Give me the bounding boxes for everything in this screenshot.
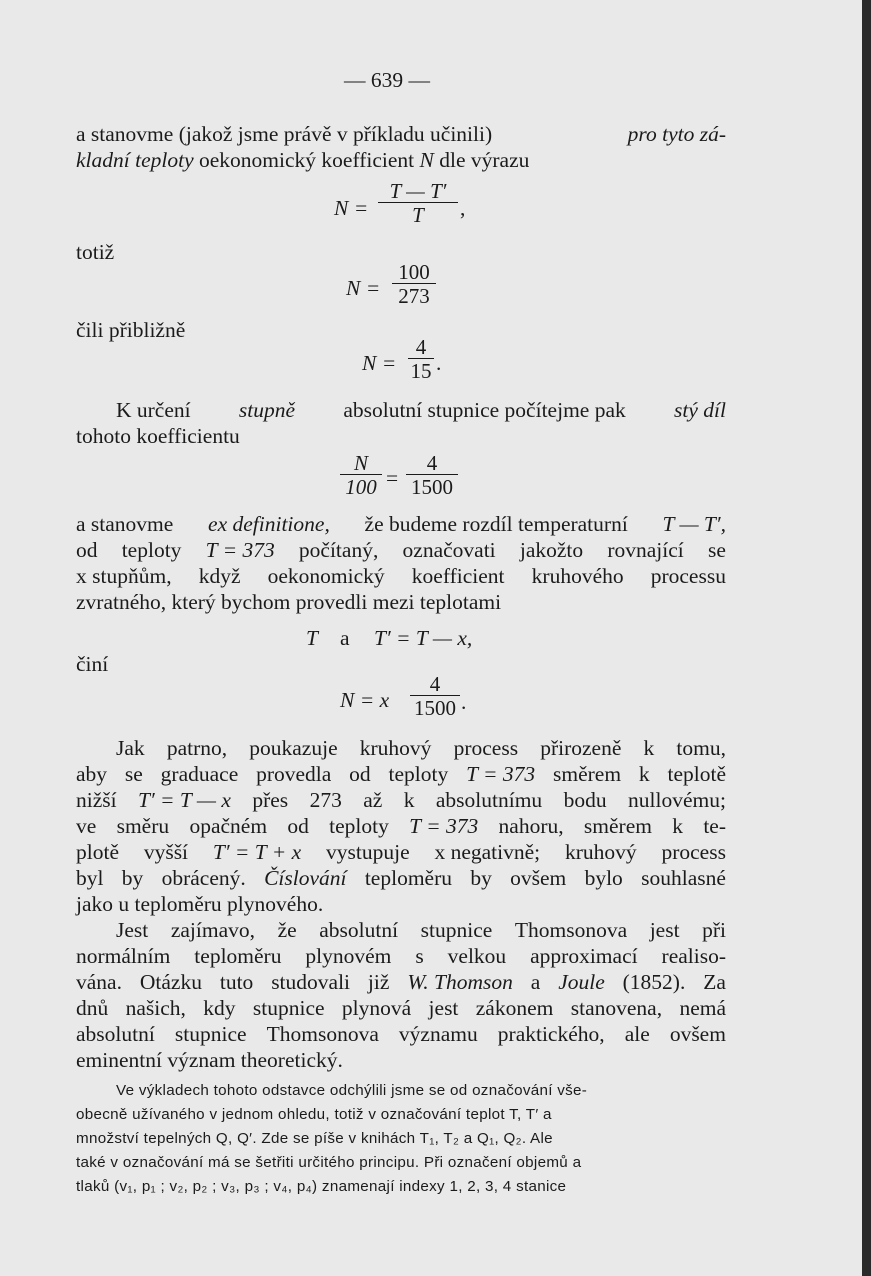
- word: (1852).: [622, 970, 686, 994]
- para1-line1: [76, 122, 726, 147]
- word: bylo: [584, 866, 623, 890]
- word: se: [124, 762, 143, 786]
- eq3-lhs: N =: [362, 351, 397, 375]
- word: oekonomický: [267, 564, 385, 588]
- word: realiso-: [661, 944, 726, 968]
- word: poukazuje: [249, 736, 338, 760]
- word: dnů: [76, 996, 109, 1020]
- text-span: že budeme rozdíl temperaturní: [364, 512, 628, 536]
- word: stupnice: [252, 996, 325, 1020]
- word: obrácený.: [161, 866, 246, 890]
- para2-line1: [116, 398, 726, 423]
- word: kruhový: [564, 840, 637, 864]
- word: až: [363, 788, 383, 812]
- word: tomu,: [676, 736, 726, 760]
- math: T′ = T — x: [138, 788, 231, 812]
- word: přirozeně: [540, 736, 622, 760]
- word: kdy: [203, 996, 236, 1020]
- denominator: 273: [398, 284, 430, 308]
- word: teploty: [121, 538, 182, 562]
- para4-line4: [76, 814, 726, 839]
- footnote-line3: množství tepelných Q, Q′. Zde se píše v knihách T₁, T₂ a Q₁, Q₂. Ale: [76, 1130, 553, 1147]
- eq5-a: a: [340, 626, 350, 650]
- word: že: [277, 918, 297, 942]
- para5-line2: [76, 944, 726, 969]
- word: od: [349, 762, 371, 786]
- text-span: a stanovme (jakož jsme právě v příkladu učinili): [76, 122, 493, 146]
- eq3-tail: .: [436, 351, 442, 375]
- word: teploměru: [364, 866, 452, 890]
- numerator: 4: [406, 452, 458, 475]
- word: ovšem: [669, 1022, 726, 1046]
- page-edge-shadow: [862, 0, 871, 1276]
- word: stupnice: [174, 1022, 247, 1046]
- eq4-fraction-left: [340, 452, 382, 498]
- para3-line3: [76, 564, 726, 589]
- numerator: 4: [408, 336, 434, 359]
- word: Jest: [116, 918, 149, 942]
- word: směrem: [552, 762, 622, 786]
- word: a: [530, 970, 541, 994]
- word: by: [121, 866, 144, 890]
- word: tuto: [219, 970, 254, 994]
- denominator: T: [412, 203, 424, 227]
- word: Thomsonova: [514, 918, 628, 942]
- denominator: 100: [345, 475, 377, 499]
- eq6-tail: .: [461, 690, 467, 714]
- word: vyšší: [143, 840, 189, 864]
- para5-line3: [76, 970, 726, 995]
- eq6-fraction: [410, 673, 460, 719]
- word: přes: [252, 788, 289, 812]
- para5-line5: [76, 1022, 726, 1047]
- word: 273: [309, 788, 342, 812]
- word: approximací: [530, 944, 638, 968]
- word: směru: [116, 814, 170, 838]
- word: plotě: [76, 840, 119, 864]
- word: koefficient: [411, 564, 505, 588]
- word: počítaný,: [298, 538, 379, 562]
- italic-span: stý díl: [674, 398, 726, 422]
- word: provedla: [256, 762, 332, 786]
- eq1-lhs: N =: [334, 196, 369, 220]
- numerator: 4: [410, 673, 460, 696]
- eq4-fraction-right: [406, 452, 458, 498]
- word: teploty: [329, 814, 389, 838]
- word: k: [643, 736, 655, 760]
- word: při: [702, 918, 726, 942]
- word: ovšem: [510, 866, 567, 890]
- para2-line2: tohoto koefficientu: [76, 424, 240, 448]
- word: plynová: [341, 996, 412, 1020]
- word: opačném: [189, 814, 268, 838]
- italic-span: pro tyto zá-: [627, 122, 726, 146]
- para3-line2: [76, 538, 726, 563]
- para4-line7: jako u teploměru plynového.: [76, 892, 324, 916]
- denominator: 1500: [411, 475, 453, 499]
- italic-span: Joule: [558, 970, 605, 994]
- word: k: [638, 762, 650, 786]
- word: ve: [76, 814, 97, 838]
- word: x stupňům,: [76, 564, 172, 588]
- denominator: 1500: [414, 696, 456, 720]
- eq3-fraction: [408, 336, 434, 382]
- word: vána.: [76, 970, 122, 994]
- italic-span: kladní teploty: [76, 148, 194, 172]
- para4-line6: [76, 866, 726, 891]
- word: stupnice: [420, 918, 493, 942]
- para4-line3: [76, 788, 726, 813]
- word: od: [287, 814, 309, 838]
- word: když: [198, 564, 241, 588]
- word: byl: [76, 866, 104, 890]
- word: Thomsonova: [266, 1022, 379, 1046]
- label-totiz: totiž: [76, 240, 115, 264]
- text-span: dle výrazu: [439, 148, 530, 172]
- word: Jak: [116, 736, 145, 760]
- italic-span: stupně: [238, 398, 296, 422]
- label-cili: čili přibližně: [76, 318, 186, 342]
- italic-span: W. Thomson: [407, 970, 513, 994]
- word: kruhový: [359, 736, 432, 760]
- para4-line1: [116, 736, 726, 761]
- word: plynovém: [305, 944, 392, 968]
- text-span: oekonomický koefficient: [199, 148, 415, 172]
- word: označovati: [402, 538, 496, 562]
- text-span: K určení: [116, 398, 191, 422]
- word: absolutnímu: [435, 788, 543, 812]
- word: zákonem: [475, 996, 554, 1020]
- word: graduace: [160, 762, 239, 786]
- word: studovali: [271, 970, 351, 994]
- word: s: [415, 944, 424, 968]
- numerator: T — T′: [378, 180, 458, 203]
- word: Otázku: [139, 970, 202, 994]
- word: aby: [76, 762, 108, 786]
- word: te-: [703, 814, 726, 838]
- footnote-line1: Ve výkladech tohoto odstavce odchýlili jsme se od označování vše-: [116, 1082, 588, 1099]
- word: velkou: [447, 944, 507, 968]
- eq2-fraction: [392, 261, 436, 307]
- word: od: [76, 538, 98, 562]
- word: zajímavo,: [170, 918, 255, 942]
- word: Za: [703, 970, 726, 994]
- word: souhlasné: [641, 866, 726, 890]
- eq1-tail: ,: [460, 196, 466, 220]
- word: nahoru,: [498, 814, 564, 838]
- word: patrno,: [166, 736, 228, 760]
- italic-span: T — T′,: [662, 512, 726, 536]
- math: T = 373: [466, 762, 536, 786]
- word: absolutní: [319, 918, 399, 942]
- word: teplotě: [667, 762, 726, 786]
- italic-span: ex definitione,: [208, 512, 330, 536]
- word: normálním: [76, 944, 171, 968]
- word: by: [470, 866, 492, 890]
- word: k: [403, 788, 415, 812]
- eq4-equals: =: [386, 466, 399, 490]
- page-number: — 639 —: [344, 68, 430, 92]
- footnote-line5: tlaků (v₁, p₁ ; v₂, p₂ ; v₃, p₃ ; v₄, p₄) znamenají indexy 1, 2, 3, 4 stanice: [76, 1178, 567, 1195]
- para5-line4: [76, 996, 726, 1021]
- para5-line6: eminentní význam theoretický.: [76, 1048, 343, 1072]
- word: nemá: [679, 996, 726, 1020]
- word: teploty: [388, 762, 449, 786]
- word: ale: [624, 1022, 650, 1046]
- word: jest: [649, 918, 680, 942]
- word: jakožto: [519, 538, 584, 562]
- word: našich,: [125, 996, 186, 1020]
- text-span: a stanovme: [76, 512, 174, 536]
- para3-line1: [76, 512, 726, 537]
- eq5-t1: T: [306, 626, 318, 650]
- variable: N: [419, 148, 434, 172]
- eq1-fraction: [378, 180, 458, 226]
- para4-line2: [76, 762, 726, 787]
- word: processu: [650, 564, 726, 588]
- para5-line1: [116, 918, 726, 943]
- math: T = 373: [409, 814, 479, 838]
- para4-line5: [76, 840, 726, 865]
- eq2-lhs: N =: [346, 276, 381, 300]
- math: T′ = T + x: [212, 840, 302, 864]
- eq6-lhs: N = x: [340, 688, 390, 712]
- label-cini: činí: [76, 652, 109, 676]
- math: T = 373: [205, 538, 275, 562]
- word: stanovena,: [570, 996, 663, 1020]
- word: nullovému;: [628, 788, 726, 812]
- word: již: [367, 970, 390, 994]
- word: kruhového: [531, 564, 624, 588]
- word: praktického,: [497, 1022, 605, 1046]
- word: významu: [398, 1022, 478, 1046]
- word: vystupuje: [326, 840, 410, 864]
- word: směrem: [583, 814, 652, 838]
- word: jest: [428, 996, 459, 1020]
- word: se: [707, 538, 726, 562]
- para1-line2: [76, 148, 529, 173]
- footnote-line4: také v označování má se šetřiti určitého principu. Při označení objemů a: [76, 1154, 582, 1171]
- text-span: absolutní stupnice počítejme pak: [343, 398, 626, 422]
- footnote-line2: obecně užívaného v jednom ohledu, totiž v označování teplot T, T′ a: [76, 1106, 552, 1123]
- para3-line4: zvratného, který bychom provedli mezi teplotami: [76, 590, 502, 614]
- word: k: [672, 814, 684, 838]
- word: bodu: [563, 788, 607, 812]
- numerator: N: [340, 452, 382, 475]
- word: absolutní: [76, 1022, 155, 1046]
- word: teploměru: [194, 944, 282, 968]
- word: process: [661, 840, 726, 864]
- italic-span: Číslování: [264, 866, 347, 890]
- eq5-t2: T′ = T — x,: [374, 626, 473, 650]
- numerator: 100: [392, 261, 436, 284]
- denominator: 15: [410, 359, 432, 383]
- word: process: [453, 736, 519, 760]
- word: nižší: [76, 788, 117, 812]
- word: rovnající: [607, 538, 684, 562]
- word: x negativně;: [434, 840, 541, 864]
